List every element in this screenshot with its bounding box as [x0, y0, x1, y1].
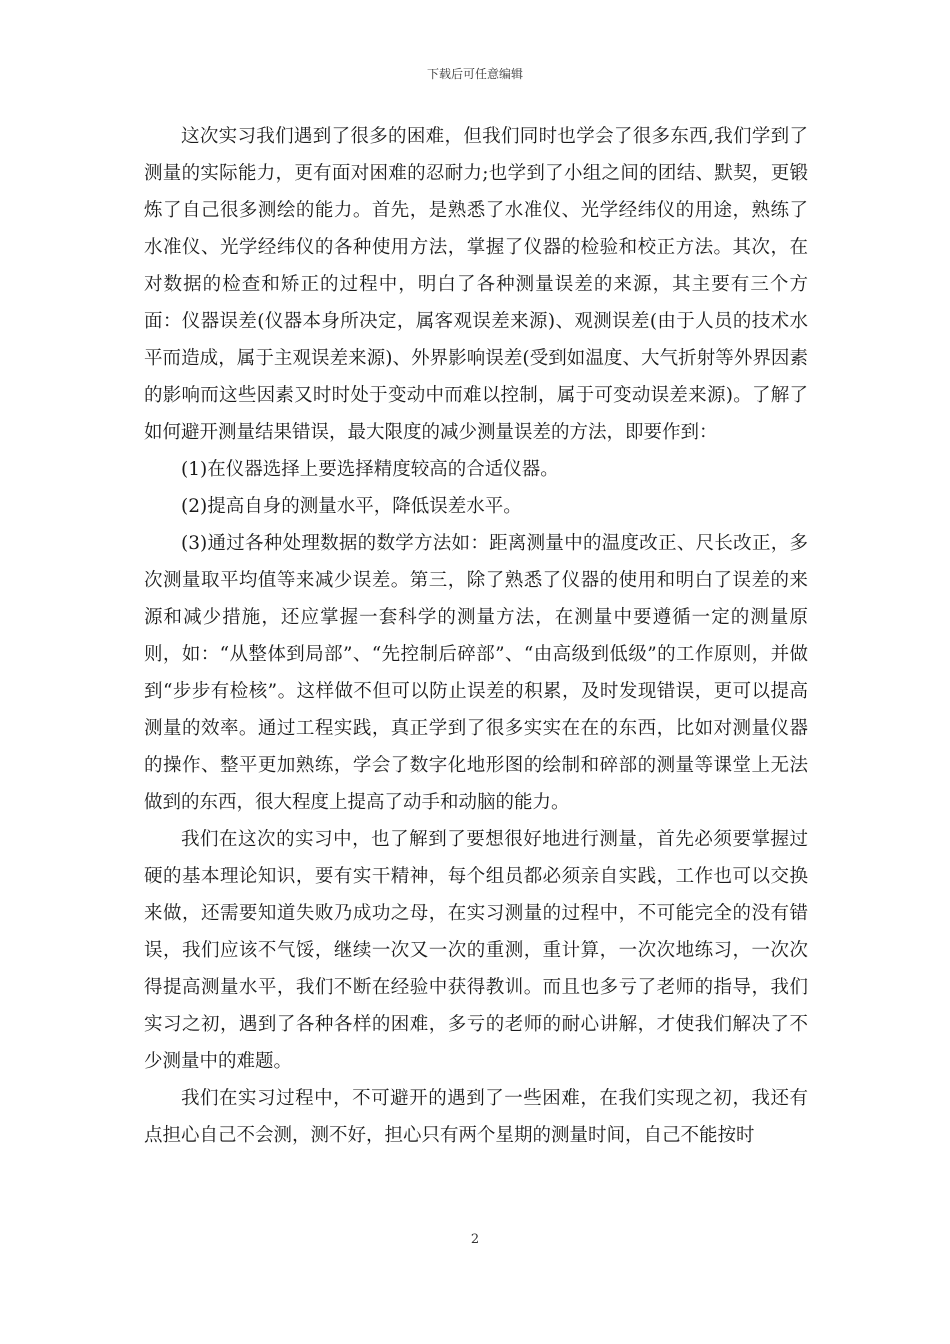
document-body — [144, 118, 808, 1154]
page-number: 2 — [470, 1232, 480, 1247]
page-header: 下载后可任意编辑 — [426, 67, 523, 81]
paragraph-difficulties: 我们在实习过程中，不可避开的遇到了一些困难，在我们实现之初，我还有点担心自己不会测，测不好，担心只有两个星期的测量时间，自己不能按时 — [144, 1088, 808, 1146]
paragraph-summary: 这次实习我们遇到了很多的困难，但我们同时也学会了很多东西,我们学到了测量的实际能力，更有面对困难的忍耐力;也学到了小组之间的团结、默契，更锻炼了自己很多测绘的能力。首先，是熟悉了水准仪、光学经纬仪的用途，熟练了水准仪、光学经纬仪的各种使用方法，掌握了仪器的检验和校正方法。其次，在对数据的检查和矫正的过程中，明白了各种测量误差的来源，其主要有三个方面：仪器误差(仪器本身所决定，属客观误差来源)、观测误差(由于人员的技术水平而造成，属于主观误差来源)、外界影响误差(受到如温度、大气折射等外界因素的影响而这些因素又时时处于变动中而难以控制，属于可变动误差来源)。了解了如何避开测量结果错误，最大限度的减少测量误差的方法，即要作到： — [144, 126, 808, 443]
paragraph-experience: 我们在这次的实习中，也了解到了要想很好地进行测量，首先必须要掌握过硬的基本理论知识，要有实干精神，每个组员都必须亲自实践，工作也可以交换来做，还需要知道失败乃成功之母，在实习测量的过程中，不可能完全的没有错误，我们应该不气馁，继续一次又一次的重测，重计算，一次次地练习，一次次得提高测量水平，我们不断在经验中获得教训。而且也多亏了老师的指导，我们实习之初，遇到了各种各样的困难，多亏的老师的耐心讲解，才使我们解决了不少测量中的难题。 — [144, 829, 808, 1072]
paragraph-item-2: (2)提高自身的测量水平，降低误差水平。 — [181, 496, 522, 517]
paragraph-item-1: (1)在仪器选择上要选择精度较高的合适仪器。 — [181, 459, 559, 480]
paragraph-item-3: (3)通过各种处理数据的数学方法如：距离测量中的温度改正、尺长改正，多次测量取平均值等来减少误差。第三，除了熟悉了仪器的使用和明白了误差的来源和减少措施，还应掌握一套科学的测量方法，在测量中要遵循一定的测量原则，如：“从整体到局部”、“先控制后碎部”、“由高级到低级”的工作原则，并做到“步步有检核”。这样做不但可以防止误差的积累，及时发现错误，更可以提高测量的效率。通过工程实践，真正学到了很多实实在在的东西，比如对测量仪器的操作、整平更加熟练，学会了数字化地形图的绘制和碎部的测量等课堂上无法做到的东西，很大程度上提高了动手和动脑的能力。 — [144, 533, 808, 813]
